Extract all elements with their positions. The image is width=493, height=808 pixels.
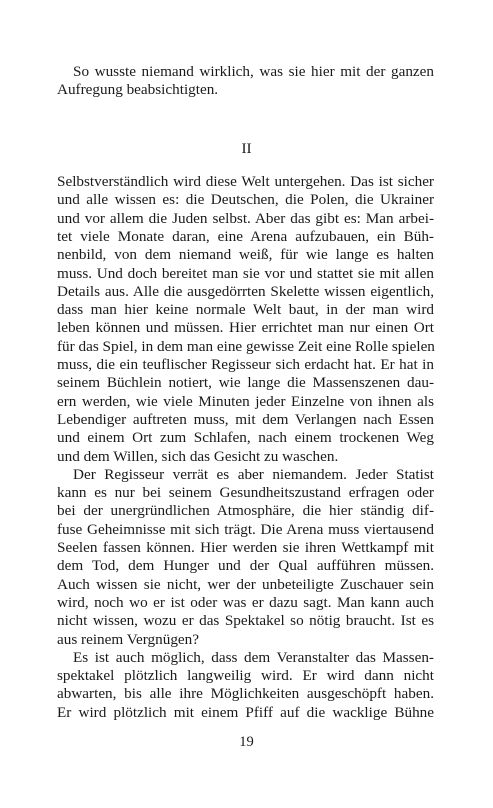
text-line: kann es nur bei seinem Gesundheitszustand erfragen oder bbox=[57, 484, 434, 502]
text-line: dem Tod, dem Hunger und der Qual aufführen müssen. bbox=[57, 557, 434, 575]
text-line: muss, die ein teuflischer Regisseur sich erdacht hat. Er hat in bbox=[57, 356, 434, 373]
text-line: dass man hier keine normale Welt baut, in der man wird bbox=[57, 301, 434, 319]
text-line: tet viele Monate daran, eine Arena aufzubauen, ein Büh- bbox=[57, 227, 434, 245]
text-line: Aufregung beabsichtigten. bbox=[57, 81, 219, 99]
text-line: wird, noch wo er ist oder was er dazu sagt. Man kann auch bbox=[57, 593, 434, 611]
text-line: Er wird plötzlich mit einem Pfiff auf die wacklige Bühne bbox=[57, 703, 434, 721]
text-line: aus reinem Vergnügen? bbox=[57, 630, 199, 648]
text-line: Der Regisseur verrät es aber niemandem. Jeder Statist bbox=[73, 465, 434, 483]
text-line: ern werden, wie viele Minuten jeder Einzelne von ihnen als bbox=[57, 392, 434, 410]
text-line: und dem Willen, sich das Gesicht zu waschen. bbox=[57, 447, 339, 465]
text-line: und einem Ort zum Schlafen, nach einem trockenen Weg bbox=[57, 429, 434, 447]
text-line: fuse Geheimnisse mit sich trägt. Die Arena muss viertausend bbox=[57, 520, 434, 538]
text-line: nenbild, von dem niemand weiß, für wie lange es halten bbox=[57, 246, 434, 264]
text-line: muss. Und doch bereitet man sie vor und stattet sie mit allen bbox=[57, 264, 434, 282]
text-line: nicht wissen, wozu er das Spektakel so nötig braucht. Ist es bbox=[57, 612, 434, 630]
text-line: Auch wissen sie nicht, wer der unbeteiligte Zuschauer sein bbox=[57, 575, 434, 593]
text-line: abwarten, bis alle ihre Möglichkeiten ausgeschöpft haben. bbox=[57, 685, 434, 703]
text-line: für das Spiel, in dem man eine gewisse Zeit eine Rolle spielen bbox=[57, 337, 435, 355]
text-line: und alle wissen es: die Deutschen, die Polen, die Ukrainer bbox=[57, 191, 434, 209]
text-line: seinem Büchlein notiert, wie lange die Massenszenen dau- bbox=[57, 374, 434, 392]
text-line: leben können und müssen. Hier errichtet man nur einen Ort bbox=[57, 319, 434, 337]
section-heading: II bbox=[241, 140, 252, 157]
text-line: Selbstverständlich wird diese Welt untergehen. Das ist sicher bbox=[57, 173, 434, 190]
text-line: So wusste niemand wirklich, was sie hier mit der ganzen bbox=[73, 63, 434, 80]
text-line: Es ist auch möglich, dass dem Veranstalter das Massen- bbox=[73, 648, 434, 666]
text-line: Seelen fassen können. Hier werden sie ihren Wettkampf mit bbox=[57, 539, 434, 556]
page-number: 19 bbox=[239, 734, 254, 750]
text-line: Lebendiger auftreten muss, mit dem Verlangen nach Essen bbox=[57, 410, 434, 428]
text-line: und vor allem die Juden selbst. Aber das gibt es: Man arbei- bbox=[57, 209, 434, 227]
text-line: Details aus. Alle die ausgedörrten Skelette wissen eigentlich, bbox=[57, 282, 434, 300]
text-line: spektakel plötzlich langweilig wird. Er wird dann nicht bbox=[57, 667, 434, 685]
text-line: bei der unergründlichen Atmosphäre, die hier ständig dif- bbox=[57, 502, 434, 520]
